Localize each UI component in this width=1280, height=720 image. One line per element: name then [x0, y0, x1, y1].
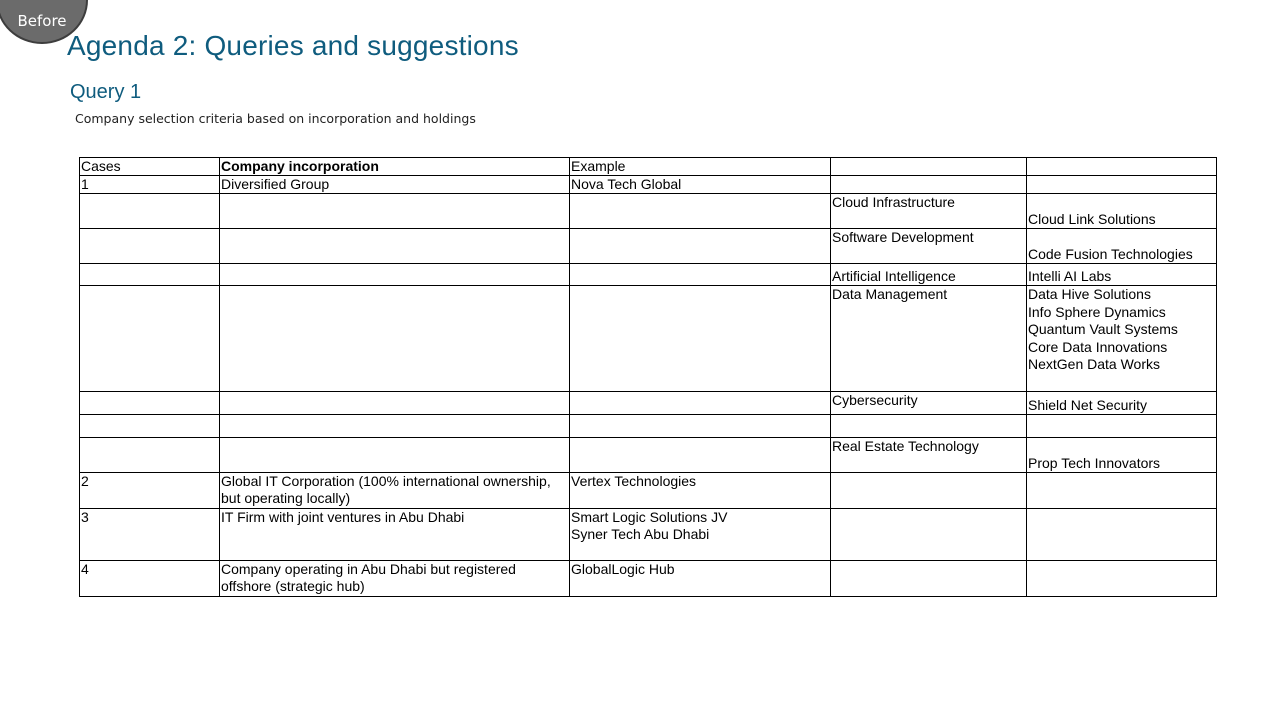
header-sector [831, 158, 1027, 176]
case-cell: 3 [80, 509, 220, 561]
example-name: Syner Tech Abu Dhabi [571, 526, 710, 542]
companies-cell: Intelli AI Labs [1027, 264, 1217, 286]
company-name: NextGen Data Works [1028, 356, 1161, 372]
case-cell [80, 229, 220, 264]
query-subtitle: Query 1 [70, 81, 142, 103]
incorporation-cell [220, 392, 570, 415]
table-row [80, 415, 1217, 438]
example-cell: Vertex Technologies [570, 473, 831, 509]
incorporation-cell: Global IT Corporation (100% international ownership, but operating locally) [220, 473, 570, 509]
case-cell [80, 415, 220, 438]
example-cell [570, 509, 831, 561]
incorporation-cell [220, 194, 570, 229]
sector-cell: Cloud Infrastructure [831, 194, 1027, 229]
incorporation-cell [220, 438, 570, 473]
table-row [80, 229, 1217, 264]
header-example: Example [570, 158, 831, 176]
table-row [80, 392, 1217, 415]
header-companies [1027, 158, 1217, 176]
case-cell [80, 392, 220, 415]
companies-cell: Prop Tech Innovators [1027, 438, 1217, 473]
table-row [80, 561, 1217, 597]
example-cell [570, 392, 831, 415]
example-cell [570, 264, 831, 286]
before-badge-label: Before [17, 12, 67, 30]
company-name: Info Sphere Dynamics [1028, 303, 1166, 320]
companies-cell [1027, 509, 1217, 561]
companies-cell: Cloud Link Solutions [1027, 194, 1217, 229]
table-row [80, 194, 1217, 229]
company-name: Quantum Vault Systems [1028, 321, 1178, 337]
table-row [80, 473, 1217, 509]
sector-cell [831, 561, 1027, 597]
table-row [80, 264, 1217, 286]
case-cell [80, 264, 220, 286]
companies-cell: Shield Net Security [1027, 392, 1217, 415]
company-name: Core Data Innovations [1028, 338, 1168, 355]
sector-cell [831, 509, 1027, 561]
example-cell [570, 229, 831, 264]
companies-cell [1027, 176, 1217, 194]
header-cases: Cases [80, 158, 220, 176]
sector-cell: Data Management [831, 286, 1027, 392]
table-row [80, 509, 1217, 561]
example-name: Smart Logic Solutions JV [571, 509, 728, 525]
slide-title: Agenda 2: Queries and suggestions [67, 30, 519, 61]
sector-cell [831, 473, 1027, 509]
example-cell [570, 286, 831, 392]
sector-cell: Software Development [831, 229, 1027, 264]
case-cell [80, 194, 220, 229]
example-cell: GlobalLogic Hub [570, 561, 831, 597]
companies-cell [1027, 286, 1217, 392]
sector-cell: Real Estate Technology [831, 438, 1027, 473]
incorporation-cell: IT Firm with joint ventures in Abu Dhabi [220, 509, 570, 561]
incorporation-cell: Diversified Group [220, 176, 570, 194]
companies-cell [1027, 561, 1217, 597]
example-cell [570, 415, 831, 438]
companies-cell [1027, 415, 1217, 438]
incorporation-cell [220, 415, 570, 438]
case-cell: 1 [80, 176, 220, 194]
sector-cell [831, 176, 1027, 194]
company-name: Data Hive Solutions [1028, 286, 1151, 302]
header-company-incorporation: Company incorporation [220, 158, 570, 176]
case-cell: 4 [80, 561, 220, 597]
sector-cell: Artificial Intelligence [831, 264, 1027, 286]
incorporation-cell [220, 286, 570, 392]
query-description: Company selection criteria based on incorporation and holdings [75, 111, 476, 126]
companies-cell [1027, 473, 1217, 509]
case-cell [80, 286, 220, 392]
case-cell [80, 438, 220, 473]
example-cell [570, 194, 831, 229]
table-row [80, 438, 1217, 473]
example-cell: Nova Tech Global [570, 176, 831, 194]
example-cell [570, 438, 831, 473]
incorporation-cell: Company operating in Abu Dhabi but registered offshore (strategic hub) [220, 561, 570, 597]
table-row [80, 176, 1217, 194]
table-row [80, 286, 1217, 392]
companies-cell: Code Fusion Technologies [1027, 229, 1217, 264]
table-header-row [80, 158, 1217, 176]
sector-cell [831, 415, 1027, 438]
incorporation-cell [220, 264, 570, 286]
case-cell: 2 [80, 473, 220, 509]
incorporation-cell [220, 229, 570, 264]
sector-cell: Cybersecurity [831, 392, 1027, 415]
selection-criteria-table [79, 157, 1217, 597]
